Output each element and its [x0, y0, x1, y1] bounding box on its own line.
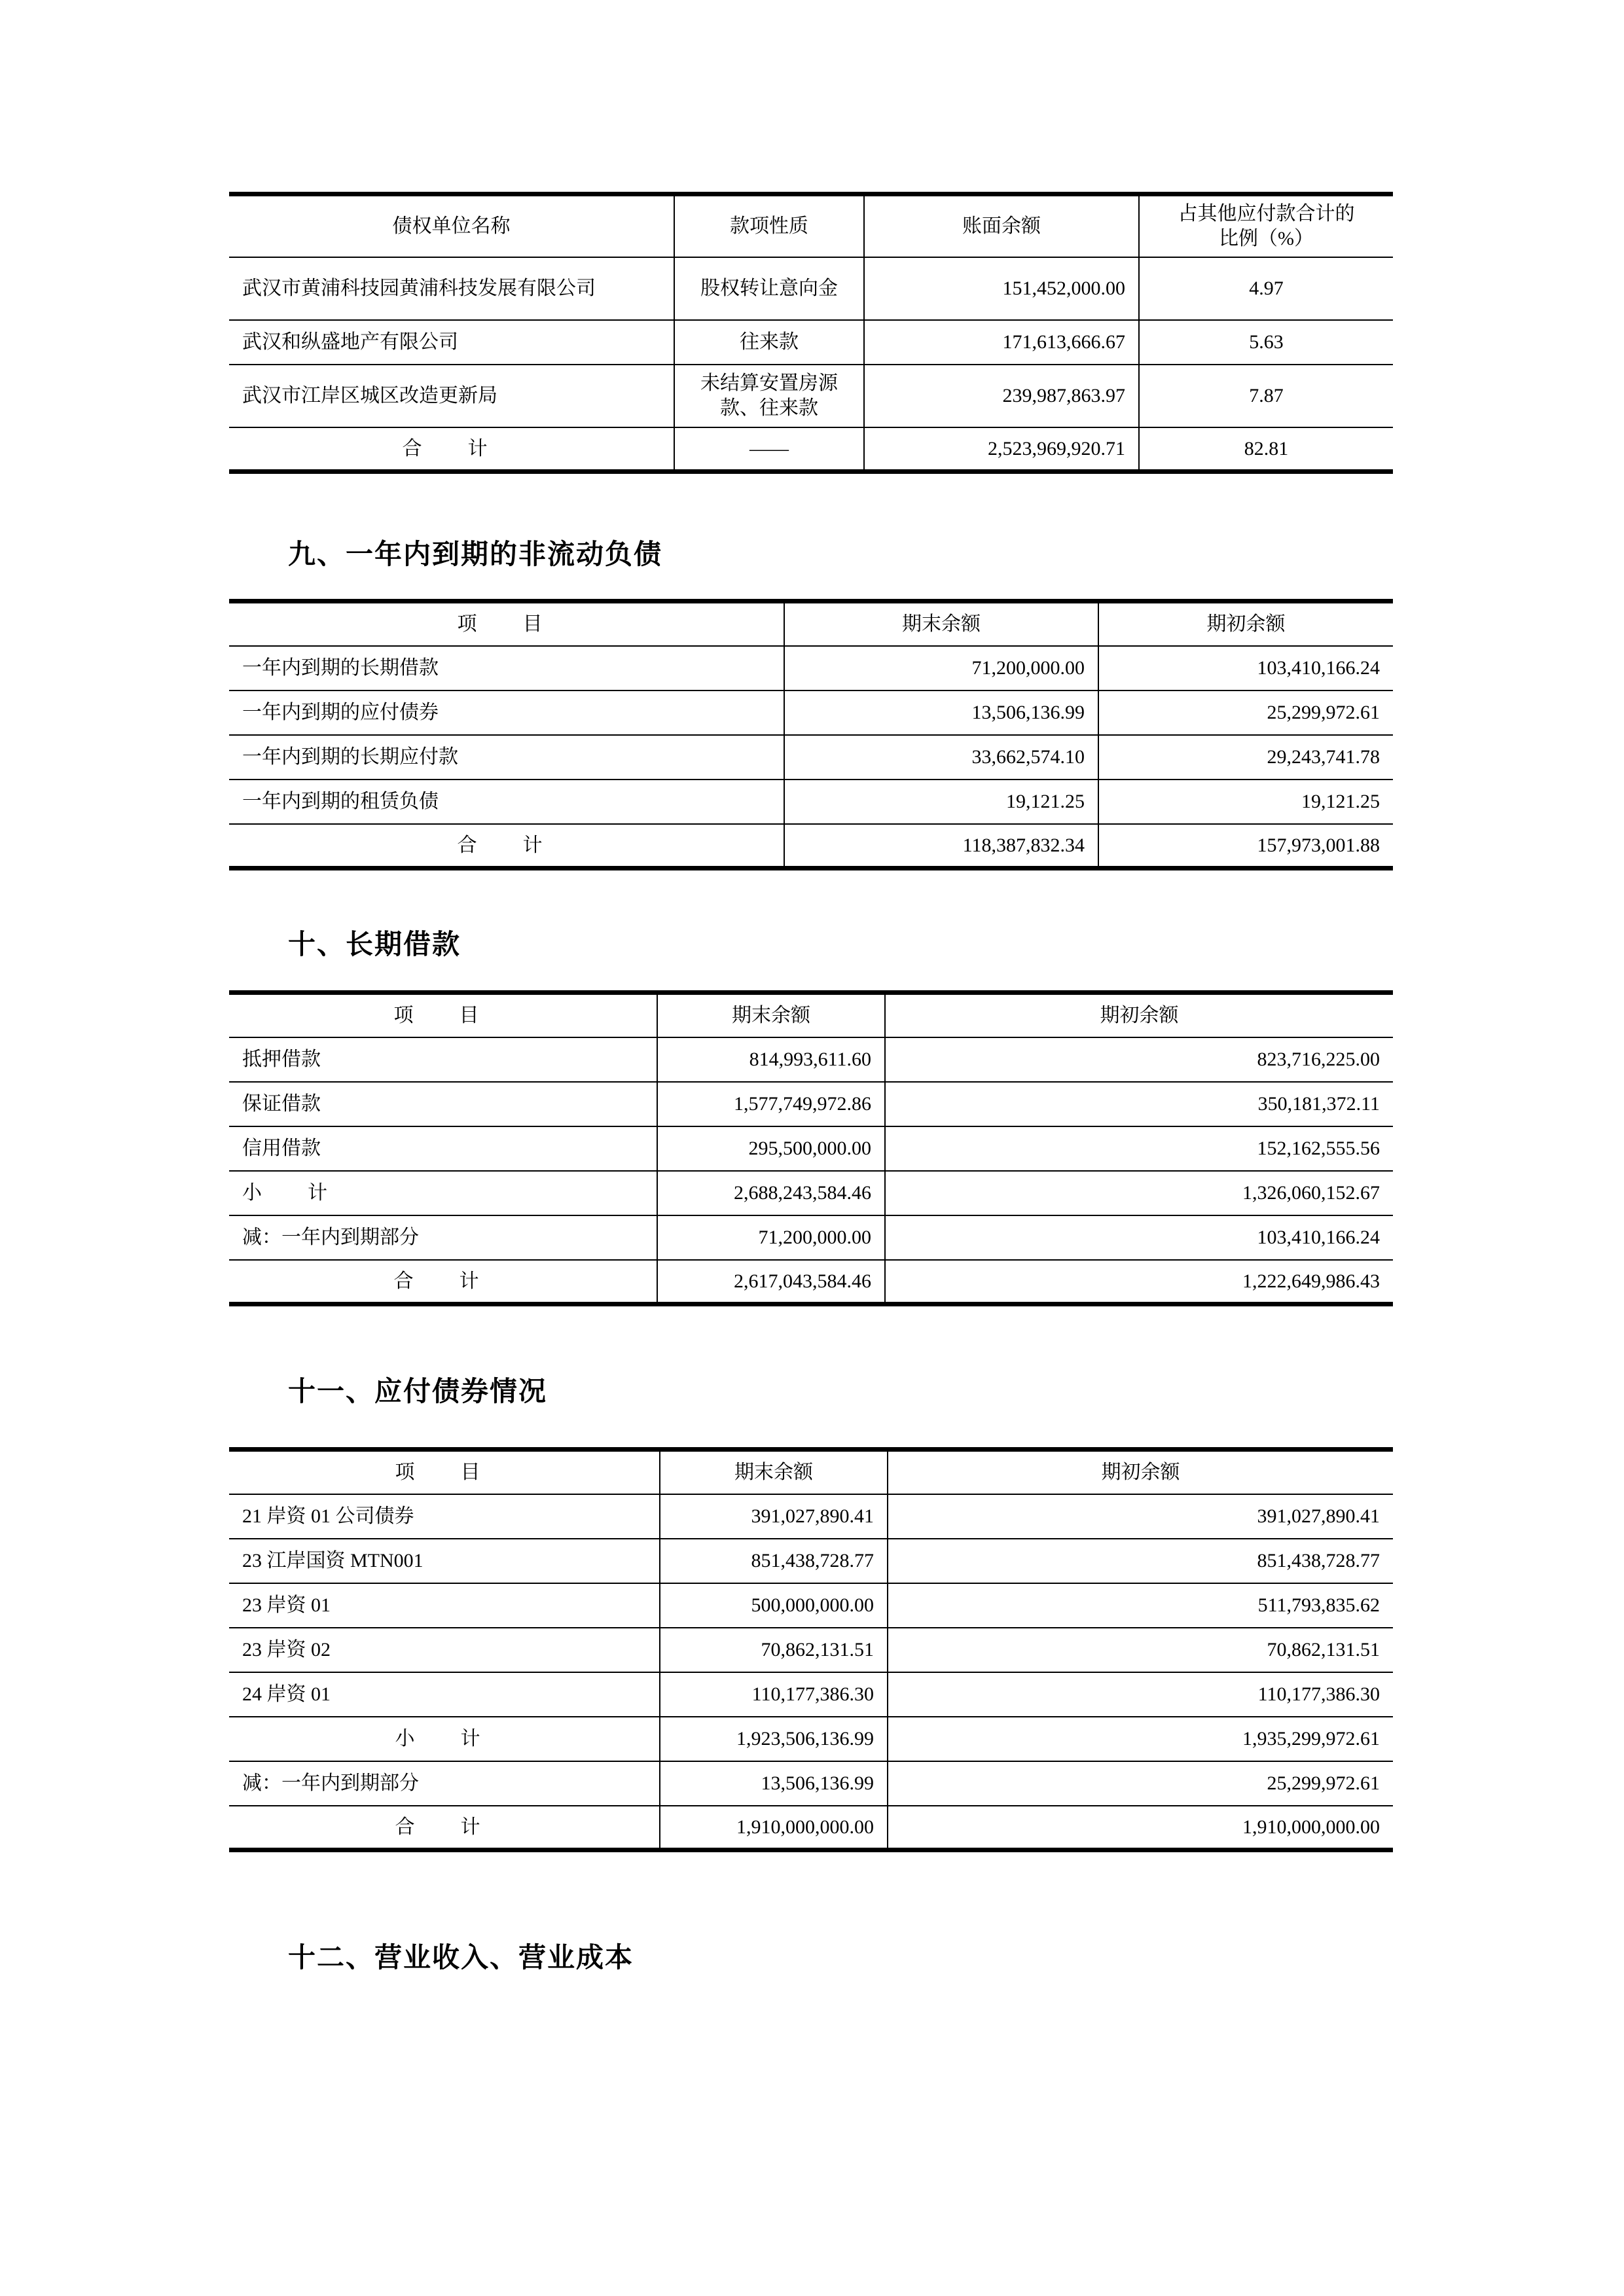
section-heading-eleven: 十一、应付债券情况: [288, 1376, 548, 1407]
cell-ratio: 5.63: [1139, 320, 1393, 365]
cell-item: 抵押借款: [229, 1037, 657, 1082]
col-header-balance: 账面余额: [864, 194, 1139, 257]
other-payables-table: [229, 192, 1393, 474]
cell-begin-balance: 152,162,555.56: [885, 1126, 1393, 1171]
col-header-ratio-line2: 比例（%）: [1219, 227, 1314, 249]
table-total-row: [229, 1806, 1393, 1850]
cell-nature-line2: 款、往来款: [720, 397, 818, 419]
table-row: [229, 735, 1393, 780]
cell-end-balance: 391,027,890.41: [660, 1494, 888, 1539]
cell-total-label: 合 计: [229, 824, 784, 869]
cell-item: 一年内到期的长期借款: [229, 646, 784, 691]
table-row: [229, 1082, 1393, 1126]
cell-begin-balance: 103,410,166.24: [1098, 646, 1393, 691]
cell-end-balance: 500,000,000.00: [660, 1583, 888, 1628]
cell-begin-balance: 391,027,890.41: [888, 1494, 1393, 1539]
cell-deduction-label: 减：一年内到期部分: [229, 1215, 657, 1260]
cell-total-balance: 2,523,969,920.71: [864, 427, 1139, 472]
table-subtotal-row: [229, 1171, 1393, 1215]
section-heading-nine: 九、一年内到期的非流动负债: [288, 539, 663, 569]
cell-total-nature: ——: [674, 427, 864, 472]
cell-begin-balance: 350,181,372.11: [885, 1082, 1393, 1126]
cell-deduction-end-balance: 13,506,136.99: [660, 1761, 888, 1806]
current-portion-noncurrent-liabilities-table: [229, 599, 1393, 870]
bonds-payable-table: [229, 1447, 1393, 1852]
cell-total-ratio: 82.81: [1139, 427, 1393, 472]
cell-end-balance: 71,200,000.00: [784, 646, 1098, 691]
table-row: [229, 691, 1393, 735]
cell-total-label: 合 计: [229, 427, 674, 472]
table-row: [229, 646, 1393, 691]
cell-begin-balance: 19,121.25: [1098, 780, 1393, 824]
col-header-begin-balance: 期初余额: [1098, 601, 1393, 646]
cell-begin-balance: 851,438,728.77: [888, 1539, 1393, 1583]
cell-deduction-begin-balance: 103,410,166.24: [885, 1215, 1393, 1260]
table-row: [229, 1126, 1393, 1171]
col-header-ratio: [1139, 194, 1393, 257]
cell-begin-balance: 823,716,225.00: [885, 1037, 1393, 1082]
cell-subtotal-label: 小 计: [229, 1171, 657, 1215]
cell-deduction-label: 减：一年内到期部分: [229, 1761, 660, 1806]
table-row: [229, 780, 1393, 824]
cell-begin-balance: 110,177,386.30: [888, 1672, 1393, 1717]
cell-subtotal-begin-balance: 1,935,299,972.61: [888, 1717, 1393, 1761]
cell-nature: 股权转让意向金: [674, 257, 864, 320]
table-header-row: [229, 993, 1393, 1037]
table-total-row: [229, 427, 1393, 472]
cell-subtotal-end-balance: 2,688,243,584.46: [657, 1171, 885, 1215]
col-header-item: 项 目: [229, 993, 657, 1037]
cell-total-begin-balance: 1,910,000,000.00: [888, 1806, 1393, 1850]
cell-end-balance: 13,506,136.99: [784, 691, 1098, 735]
table-subtotal-row: [229, 1717, 1393, 1761]
cell-total-end-balance: 1,910,000,000.00: [660, 1806, 888, 1850]
cell-item: 23 江岸国资 MTN001: [229, 1539, 660, 1583]
cell-end-balance: 33,662,574.10: [784, 735, 1098, 780]
table-row: [229, 257, 1393, 320]
table-row: [229, 320, 1393, 365]
section-heading-ten: 十、长期借款: [288, 929, 461, 960]
cell-deduction-begin-balance: 25,299,972.61: [888, 1761, 1393, 1806]
cell-item: 一年内到期的租赁负债: [229, 780, 784, 824]
cell-end-balance: 1,577,749,972.86: [657, 1082, 885, 1126]
table-row: [229, 1583, 1393, 1628]
col-header-end-balance: 期末余额: [660, 1450, 888, 1494]
col-header-item: 项 目: [229, 1450, 660, 1494]
table-row: [229, 1037, 1393, 1082]
table-row: [229, 1539, 1393, 1583]
cell-end-balance: 295,500,000.00: [657, 1126, 885, 1171]
col-header-nature: 款项性质: [674, 194, 864, 257]
cell-ratio: 4.97: [1139, 257, 1393, 320]
table-row: [229, 1494, 1393, 1539]
table-header-row: [229, 601, 1393, 646]
cell-item: 一年内到期的应付债券: [229, 691, 784, 735]
cell-subtotal-end-balance: 1,923,506,136.99: [660, 1717, 888, 1761]
cell-begin-balance: 70,862,131.51: [888, 1628, 1393, 1672]
cell-subtotal-label: 小 计: [229, 1717, 660, 1761]
table-row: [229, 1672, 1393, 1717]
table-header-row: [229, 1450, 1393, 1494]
table-row: [229, 365, 1393, 427]
table-header-row: [229, 194, 1393, 257]
cell-total-label: 合 计: [229, 1806, 660, 1850]
cell-deduction-end-balance: 71,200,000.00: [657, 1215, 885, 1260]
cell-nature-line1: 未结算安置房源: [700, 372, 838, 394]
table-total-row: [229, 1260, 1393, 1304]
cell-creditor: 武汉和纵盛地产有限公司: [229, 320, 674, 365]
cell-subtotal-begin-balance: 1,326,060,152.67: [885, 1171, 1393, 1215]
cell-nature: 往来款: [674, 320, 864, 365]
section-heading-twelve: 十二、营业收入、营业成本: [288, 1942, 634, 1973]
cell-creditor: 武汉市江岸区城区改造更新局: [229, 365, 674, 427]
cell-total-begin-balance: 1,222,649,986.43: [885, 1260, 1393, 1304]
long-term-borrowings-table: [229, 990, 1393, 1306]
cell-ratio: 7.87: [1139, 365, 1393, 427]
cell-balance: 171,613,666.67: [864, 320, 1139, 365]
cell-total-label: 合 计: [229, 1260, 657, 1304]
col-header-begin-balance: 期初余额: [885, 993, 1393, 1037]
cell-end-balance: 70,862,131.51: [660, 1628, 888, 1672]
cell-end-balance: 814,993,611.60: [657, 1037, 885, 1082]
table-deduction-row: [229, 1761, 1393, 1806]
cell-end-balance: 851,438,728.77: [660, 1539, 888, 1583]
col-header-creditor: 债权单位名称: [229, 194, 674, 257]
cell-item: 23 岸资 01: [229, 1583, 660, 1628]
col-header-item: 项 目: [229, 601, 784, 646]
col-header-ratio-line1: 占其他应付款合计的: [1178, 203, 1355, 225]
table-total-row: [229, 824, 1393, 869]
col-header-end-balance: 期末余额: [784, 601, 1098, 646]
cell-item: 24 岸资 01: [229, 1672, 660, 1717]
table-deduction-row: [229, 1215, 1393, 1260]
cell-nature: [674, 365, 864, 427]
cell-begin-balance: 25,299,972.61: [1098, 691, 1393, 735]
cell-creditor: 武汉市黄浦科技园黄浦科技发展有限公司: [229, 257, 674, 320]
cell-total-end-balance: 118,387,832.34: [784, 824, 1098, 869]
cell-item: 信用借款: [229, 1126, 657, 1171]
col-header-begin-balance: 期初余额: [888, 1450, 1393, 1494]
table-row: [229, 1628, 1393, 1672]
cell-total-end-balance: 2,617,043,584.46: [657, 1260, 885, 1304]
cell-item: 21 岸资 01 公司债券: [229, 1494, 660, 1539]
col-header-end-balance: 期末余额: [657, 993, 885, 1037]
cell-begin-balance: 29,243,741.78: [1098, 735, 1393, 780]
cell-end-balance: 19,121.25: [784, 780, 1098, 824]
cell-total-begin-balance: 157,973,001.88: [1098, 824, 1393, 869]
cell-balance: 239,987,863.97: [864, 365, 1139, 427]
cell-item: 一年内到期的长期应付款: [229, 735, 784, 780]
cell-item: 23 岸资 02: [229, 1628, 660, 1672]
cell-end-balance: 110,177,386.30: [660, 1672, 888, 1717]
cell-balance: 151,452,000.00: [864, 257, 1139, 320]
cell-begin-balance: 511,793,835.62: [888, 1583, 1393, 1628]
cell-item: 保证借款: [229, 1082, 657, 1126]
